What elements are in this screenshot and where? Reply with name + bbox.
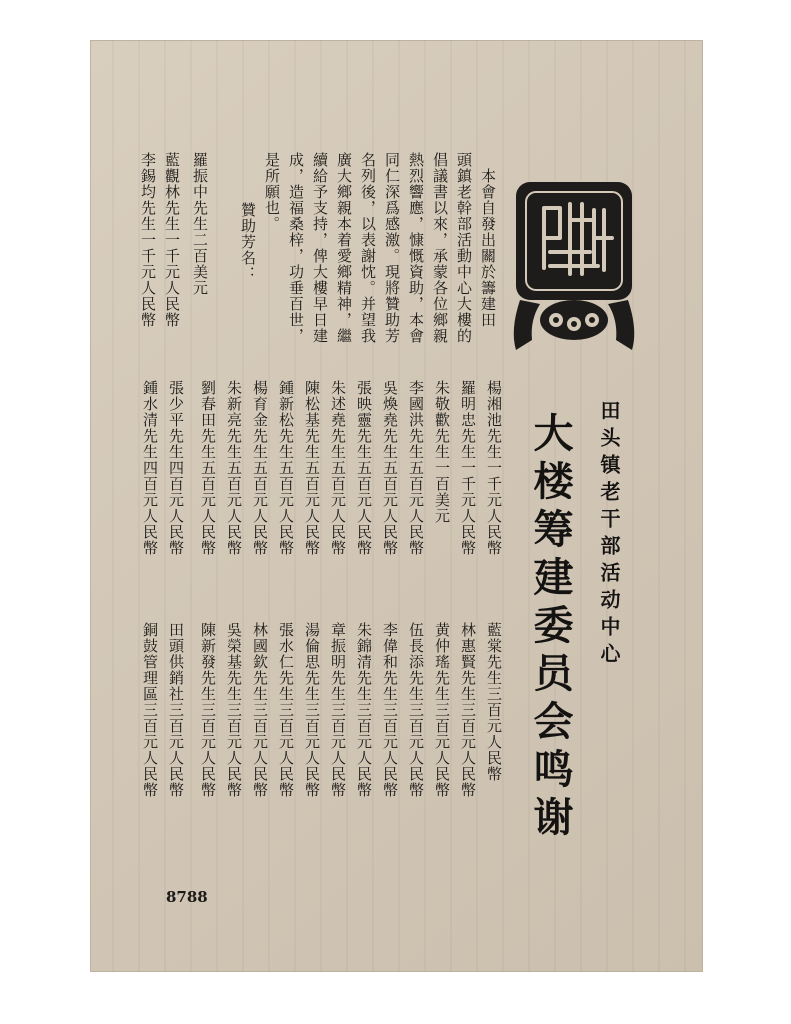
title: 大楼筹建委员会鸣谢 xyxy=(527,412,573,844)
list-item: 吳榮基先生三百元人民幣 xyxy=(225,622,243,798)
list-item: 田頭供銷社三百元人民幣 xyxy=(167,622,185,798)
list-item: 章振明先生三百元人民幣 xyxy=(329,622,347,798)
list-item: 陳新發先生三百元人民幣 xyxy=(199,622,217,798)
list-item: 林惠賢先生三百元人民幣 xyxy=(459,622,477,798)
list-item: 羅振中先生二百美元 xyxy=(191,152,209,296)
list-item: 朱新亮先生五百元人民幣 xyxy=(225,380,243,556)
page-number: 8788 xyxy=(166,888,208,906)
intro-line: 名列後，以表謝忱。并望我 xyxy=(359,152,377,344)
seal-emblem-icon xyxy=(510,180,638,355)
list-item: 林國欽先生三百元人民幣 xyxy=(251,622,269,798)
list-item: 朱錦清先生三百元人民幣 xyxy=(355,622,373,798)
list-item: 吳煥堯先生五百元人民幣 xyxy=(381,380,399,556)
document-page xyxy=(90,40,703,972)
intro-line: 頭鎮老幹部活動中心大樓的 xyxy=(455,152,473,344)
list-item: 藍棠先生三百元人民幣 xyxy=(485,622,503,782)
list-item: 銅鼓管理區三百元人民幣 xyxy=(141,622,159,798)
intro-line: 廣大鄉親本着愛鄉精神，繼 xyxy=(335,152,353,344)
list-item: 湯倫思先生三百元人民幣 xyxy=(303,622,321,798)
list-item: 李國洪先生五百元人民幣 xyxy=(407,380,425,556)
intro-line: 同仁深爲感激。現將贊助芳 xyxy=(383,152,401,344)
list-item: 劉春田先生五百元人民幣 xyxy=(199,380,217,556)
list-item: 鍾新松先生五百元人民幣 xyxy=(277,380,295,556)
list-item: 李偉和先生三百元人民幣 xyxy=(381,622,399,798)
list-item: 朱述堯先生五百元人民幣 xyxy=(329,380,347,556)
list-item: 張水仁先生三百元人民幣 xyxy=(277,622,295,798)
list-item: 藍觀林先生一千元人民幣 xyxy=(163,152,181,328)
list-item: 李錫均先生一千元人民幣 xyxy=(139,152,157,328)
intro-line: 是所願也。 xyxy=(263,152,281,232)
list-item: 伍長添先生三百元人民幣 xyxy=(407,622,425,798)
intro-line: 熱烈響應，慷慨資助，本會 xyxy=(407,152,425,344)
intro-line: 續給予支持，俾大樓早日建 xyxy=(311,152,329,344)
list-item: 朱敬歡先生一百美元 xyxy=(433,380,451,524)
list-item: 羅明忠先生一千元人民幣 xyxy=(459,380,477,556)
list-item: 張映靈先生五百元人民幣 xyxy=(355,380,373,556)
list-item: 鍾水清先生四百元人民幣 xyxy=(141,380,159,556)
list-item: 陳松基先生五百元人民幣 xyxy=(303,380,321,556)
list-item: 黄仲瑤先生三百元人民幣 xyxy=(433,622,451,798)
intro-line: 倡議書以來，承蒙各位鄉親 xyxy=(431,152,449,344)
list-item: 楊湘池先生一千元人民幣 xyxy=(485,380,503,556)
intro-line: 成，造福桑梓，功垂百世， xyxy=(287,152,305,344)
intro-line: 本會自發出關於籌建田 xyxy=(479,168,497,328)
list-item: 張少平先生四百元人民幣 xyxy=(167,380,185,556)
intro-line: 贊助芳名： xyxy=(239,202,257,282)
list-item: 楊育金先生五百元人民幣 xyxy=(251,380,269,556)
subtitle: 田头镇老干部活动中心 xyxy=(597,400,621,670)
